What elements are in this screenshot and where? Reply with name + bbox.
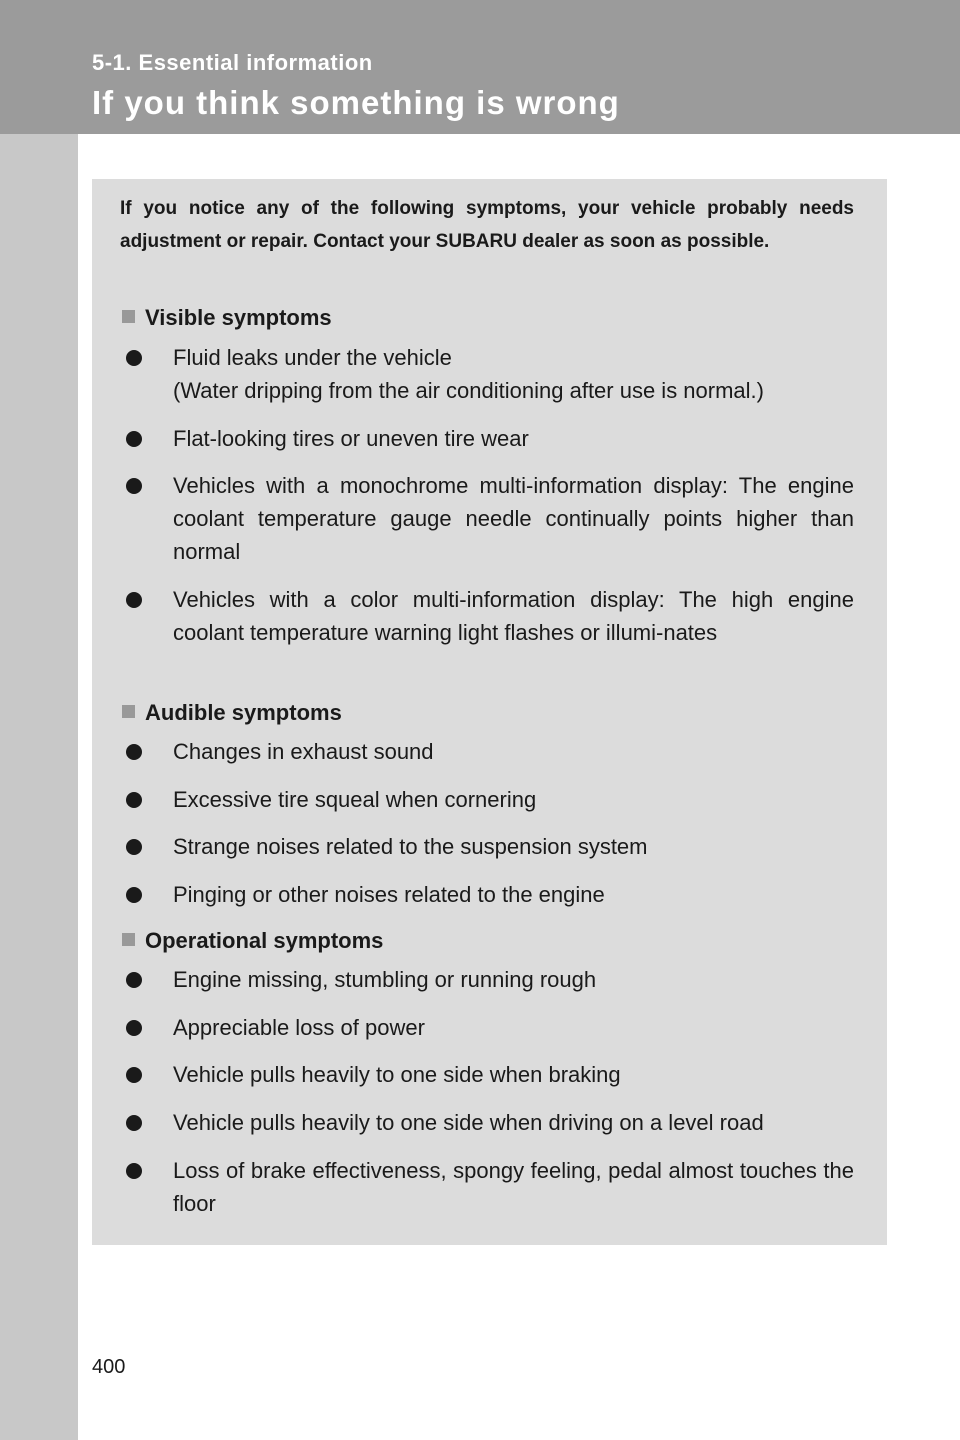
page-number: 400 [92,1356,126,1378]
list-item [126,735,854,768]
item-text: Vehicle pulls heavily to one side when braking [173,1062,621,1087]
list-item [126,783,854,816]
heading-label: Operational symptoms [145,928,384,953]
list-item [126,422,854,455]
item-text: Vehicle pulls heavily to one side when driving on a level road [173,1110,764,1135]
list-item [126,583,854,649]
round-bullet-icon [126,1115,142,1131]
item-text: Changes in exhaust sound [173,739,434,764]
heading-visible-symptoms [122,305,332,331]
list-item [126,341,854,407]
item-text: Appreciable loss of power [173,1015,425,1040]
round-bullet-icon [126,431,142,447]
round-bullet-icon [126,592,142,608]
list-item [126,469,854,568]
round-bullet-icon [126,887,142,903]
item-text: Flat-looking tires or uneven tire wear [173,426,529,451]
round-bullet-icon [126,744,142,760]
item-note: (Water dripping from the air conditioning after use is normal.) [173,378,764,403]
list-item [126,1058,854,1091]
list-item [126,830,854,863]
round-bullet-icon [126,1067,142,1083]
heading-label: Visible symptoms [145,305,332,330]
page-title: If you think something is wrong [92,84,620,121]
page-header [0,0,960,134]
list-item [126,1011,854,1044]
item-text: Engine missing, stumbling or running rough [173,967,597,992]
item-text: Vehicles with a monochrome multi-information display: The engine coolant temperature gauge needle continually points higher than normal [173,473,854,564]
round-bullet-icon [126,478,142,494]
round-bullet-icon [126,350,142,366]
heading-audible-symptoms [122,700,342,726]
list-item [126,963,854,996]
round-bullet-icon [126,839,142,855]
square-bullet-icon [122,933,135,946]
symptoms-box [92,179,887,1245]
intro-text: If you notice any of the following symptoms, your vehicle probably needs adjustment or repair. Contact your SUBARU dealer as soon as possible. [120,198,854,252]
list-item [126,1154,854,1220]
item-text: Fluid leaks under the vehicle [173,345,452,370]
square-bullet-icon [122,310,135,323]
heading-operational-symptoms [122,928,383,954]
list-item [126,1106,854,1139]
round-bullet-icon [126,1163,142,1179]
square-bullet-icon [122,705,135,718]
item-text: Strange noises related to the suspension system [173,834,648,859]
list-item [126,878,854,911]
round-bullet-icon [126,972,142,988]
item-text: Vehicles with a color multi-information display: The high engine coolant temperature warning light flashes or illumi-nates [173,587,854,645]
item-text: Pinging or other noises related to the engine [173,882,605,907]
round-bullet-icon [126,792,142,808]
heading-label: Audible symptoms [145,700,342,725]
item-text: Excessive tire squeal when cornering [173,787,537,812]
side-tab-strip [0,134,78,1440]
section-label: 5-1. Essential information [92,50,373,75]
item-text: Loss of brake effectiveness, spongy feeling, pedal almost touches the floor [173,1158,854,1216]
round-bullet-icon [126,1020,142,1036]
